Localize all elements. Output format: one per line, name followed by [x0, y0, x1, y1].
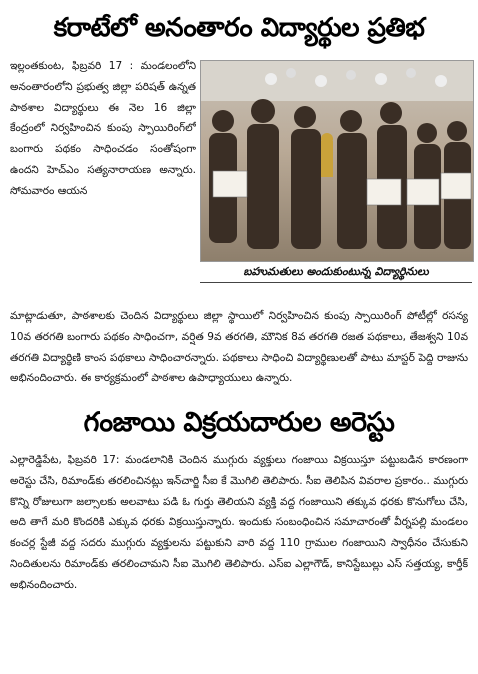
photo-caption: బహుమతులు అందుకుంటున్న విద్యార్థినులు [200, 262, 472, 283]
article2-body: ఎల్లారెడ్డిపేట, ఫిబ్రవరి 17: మండలానికి చెందిన ముగ్గురు వ్యక్తులు గంజాయి విక్రయిస్తూ పట్టుబడిన కారణంగా అరెస్టు చేసి, రిమాండ్‌కు తరలించినట్లు ఇన్‌చార్జి సీఐ కే మొగిలి తెలిపారు. సీఐ తెలిపిన వివరాల ప్రకారం.. ముగ్గురు కొన్ని రోజులుగా జల్సాలకు అలవాటు పడి ఓ గుర్తు తెలియని వ్యక్తి వద్ద గంజాయిని తక్కువ ధరకు కొనుగోలు చేసి, అది తాగే మరి కొందరికి ఎక్కువ ధరకు విక్రయిస్తున్నారు. ఇందుకు సంబంధించిన సమాచారంతో వీర్నపల్లి మండలం కంచర్ల స్టేజీ వద్ద సదరు ముగ్గురు వ్యక్తులను పట్టుకుని వారి వద్ద 110 గ్రాముల గంజాయిని స్వాధీనం చేసుకుని నిందితులను రిమాండ్‌కు తరలించామని సీఐ మొగిలి తెలిపారు. ఎస్ఐ ఎల్లాగౌడ్, కానిస్టేబుల్లు ఎస్ సత్తయ్య, కార్తీక్ అభినందించారు. [10, 454, 468, 591]
article1-continuation: మాట్లాడుతూ, పాఠశాలకు చెందిన విద్యార్థులు జిల్లా స్థాయిలో నిర్వహించిన కుంపు స్పాయిరింగ్ పోటీల్లో రసన్య 10వ తరగతి బంగారు పథకం సాధించగా, వర్షిత 9వ తరగతి, మౌనిక 8వ తరగతి రజత పథకాలు, తేజశ్వని 10వ తరగతి విద్యార్థిణి కాంస పథకాలు సాధించారన్నారు. పథకాలు సాధించి విద్యార్థిణులతో పాటు మాస్టర్ పెద్ది రాజును అభినందించారు. ఈ కార్యక్రమంలో పాఠశాల ఉపాధ్యాయులు ఉన్నారు. [10, 310, 468, 385]
award-photo-illustration [201, 61, 473, 261]
article1-intro: ఇల్లంతకుంట, ఫిబ్రవరి 17 : మండలంలోని అనంతారంలోని ప్రభుత్వ జిల్లా పరిషత్ ఉన్నత పాఠశాల విద్యార్థులు ఈ నెల 16 జిల్లా కేంద్రంలో నిర్వహించిన కుంపు స్పాయిరింగ్‌లో బంగారు పథకం సాధించడం సంతోషంగా ఉందని హెచ్ఎం సత్యనారాయణ అన్నారు. సోమవారం ఆయన [10, 60, 196, 197]
award-photo [200, 60, 474, 262]
article2-headline: గంజాయి విక్రయదారుల అరెస్టు [83, 407, 395, 438]
article1-headline: కరాటేలో అనంతారం విద్యార్థుల ప్రతిభ [53, 13, 425, 43]
